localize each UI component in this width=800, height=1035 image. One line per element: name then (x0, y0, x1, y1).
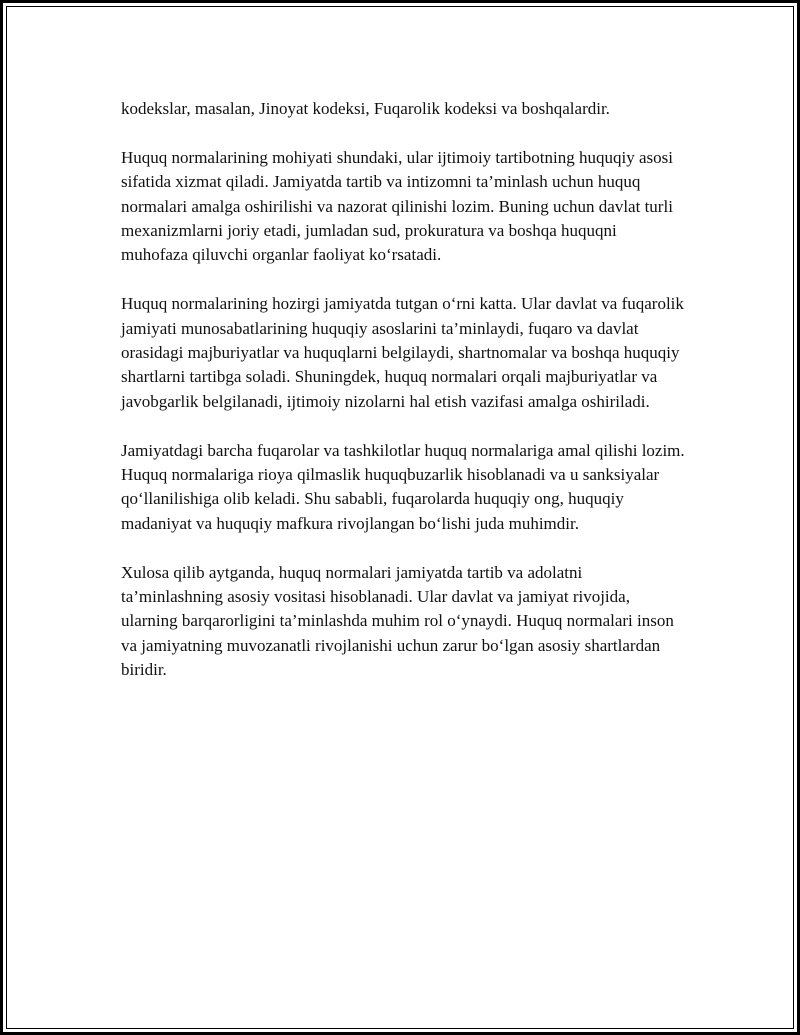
document-body (121, 97, 686, 707)
paragraph-compliance: Jamiyatdagi barcha fuqarolar va tashkilotlar huquq normalariga amal qilishi lozim. Huquq normalariga rioya qilmaslik huquqbuzarlik hisoblanadi va u sanksiyalar qo‘llanilishiga olib keladi. Shu sababli, fuqarolarda huquqiy ong, huquqiy madaniyat va huquqiy mafkura rivojlangan bo‘lishi juda muhimdir. (121, 440, 685, 533)
paragraph-continuation: kodekslar, masalan, Jinoyat kodeksi, Fuqarolik kodeksi va boshqalardir. (121, 99, 610, 118)
paragraph-role-in-society: Huquq normalarining hozirgi jamiyatda tutgan o‘rni katta. Ular davlat va fuqarolik jamiyati munosabatlarining huquqiy asoslarini ta’minlaydi, fuqaro va davlat orasidagi majburiyatlar va huquqlarni belgilaydi, shartnomalar va boshqa huquqiy shartlarni tartibga soladi. Shuningdek, huquq normalari orqali majburiyatlar va javobgarlik belgilanadi, ijtimoiy nizolarni hal etish vazifasi amalga oshiriladi. (121, 294, 684, 411)
paragraph-conclusion: Xulosa qilib aytganda, huquq normalari jamiyatda tartib va adolatni ta’minlashning asosiy vositasi hisoblanadi. Ular davlat va jamiyat rivojida, ularning barqarorligini ta’minlashda muhim rol o‘ynaydi. Huquq normalari inson va jamiyatning muvozanatli rivojlanishi uchun zarur bo‘lgan asosiy shartlardan biridir. (121, 562, 674, 680)
paragraph-essence: Huquq normalarining mohiyati shundaki, ular ijtimoiy tartibotning huquqiy asosi sifatida xizmat qiladi. Jamiyatda tartib va intizomni ta’minlash uchun huquq normalari amalga oshirilishi va nazorat qilinishi lozim. Buning uchun davlat turli mexanizmlarni joriy etadi, jumladan sud, prokuratura va boshqa huquqni muhofaza qiluvchi organlar faoliyat ko‘rsatadi. (121, 147, 673, 265)
